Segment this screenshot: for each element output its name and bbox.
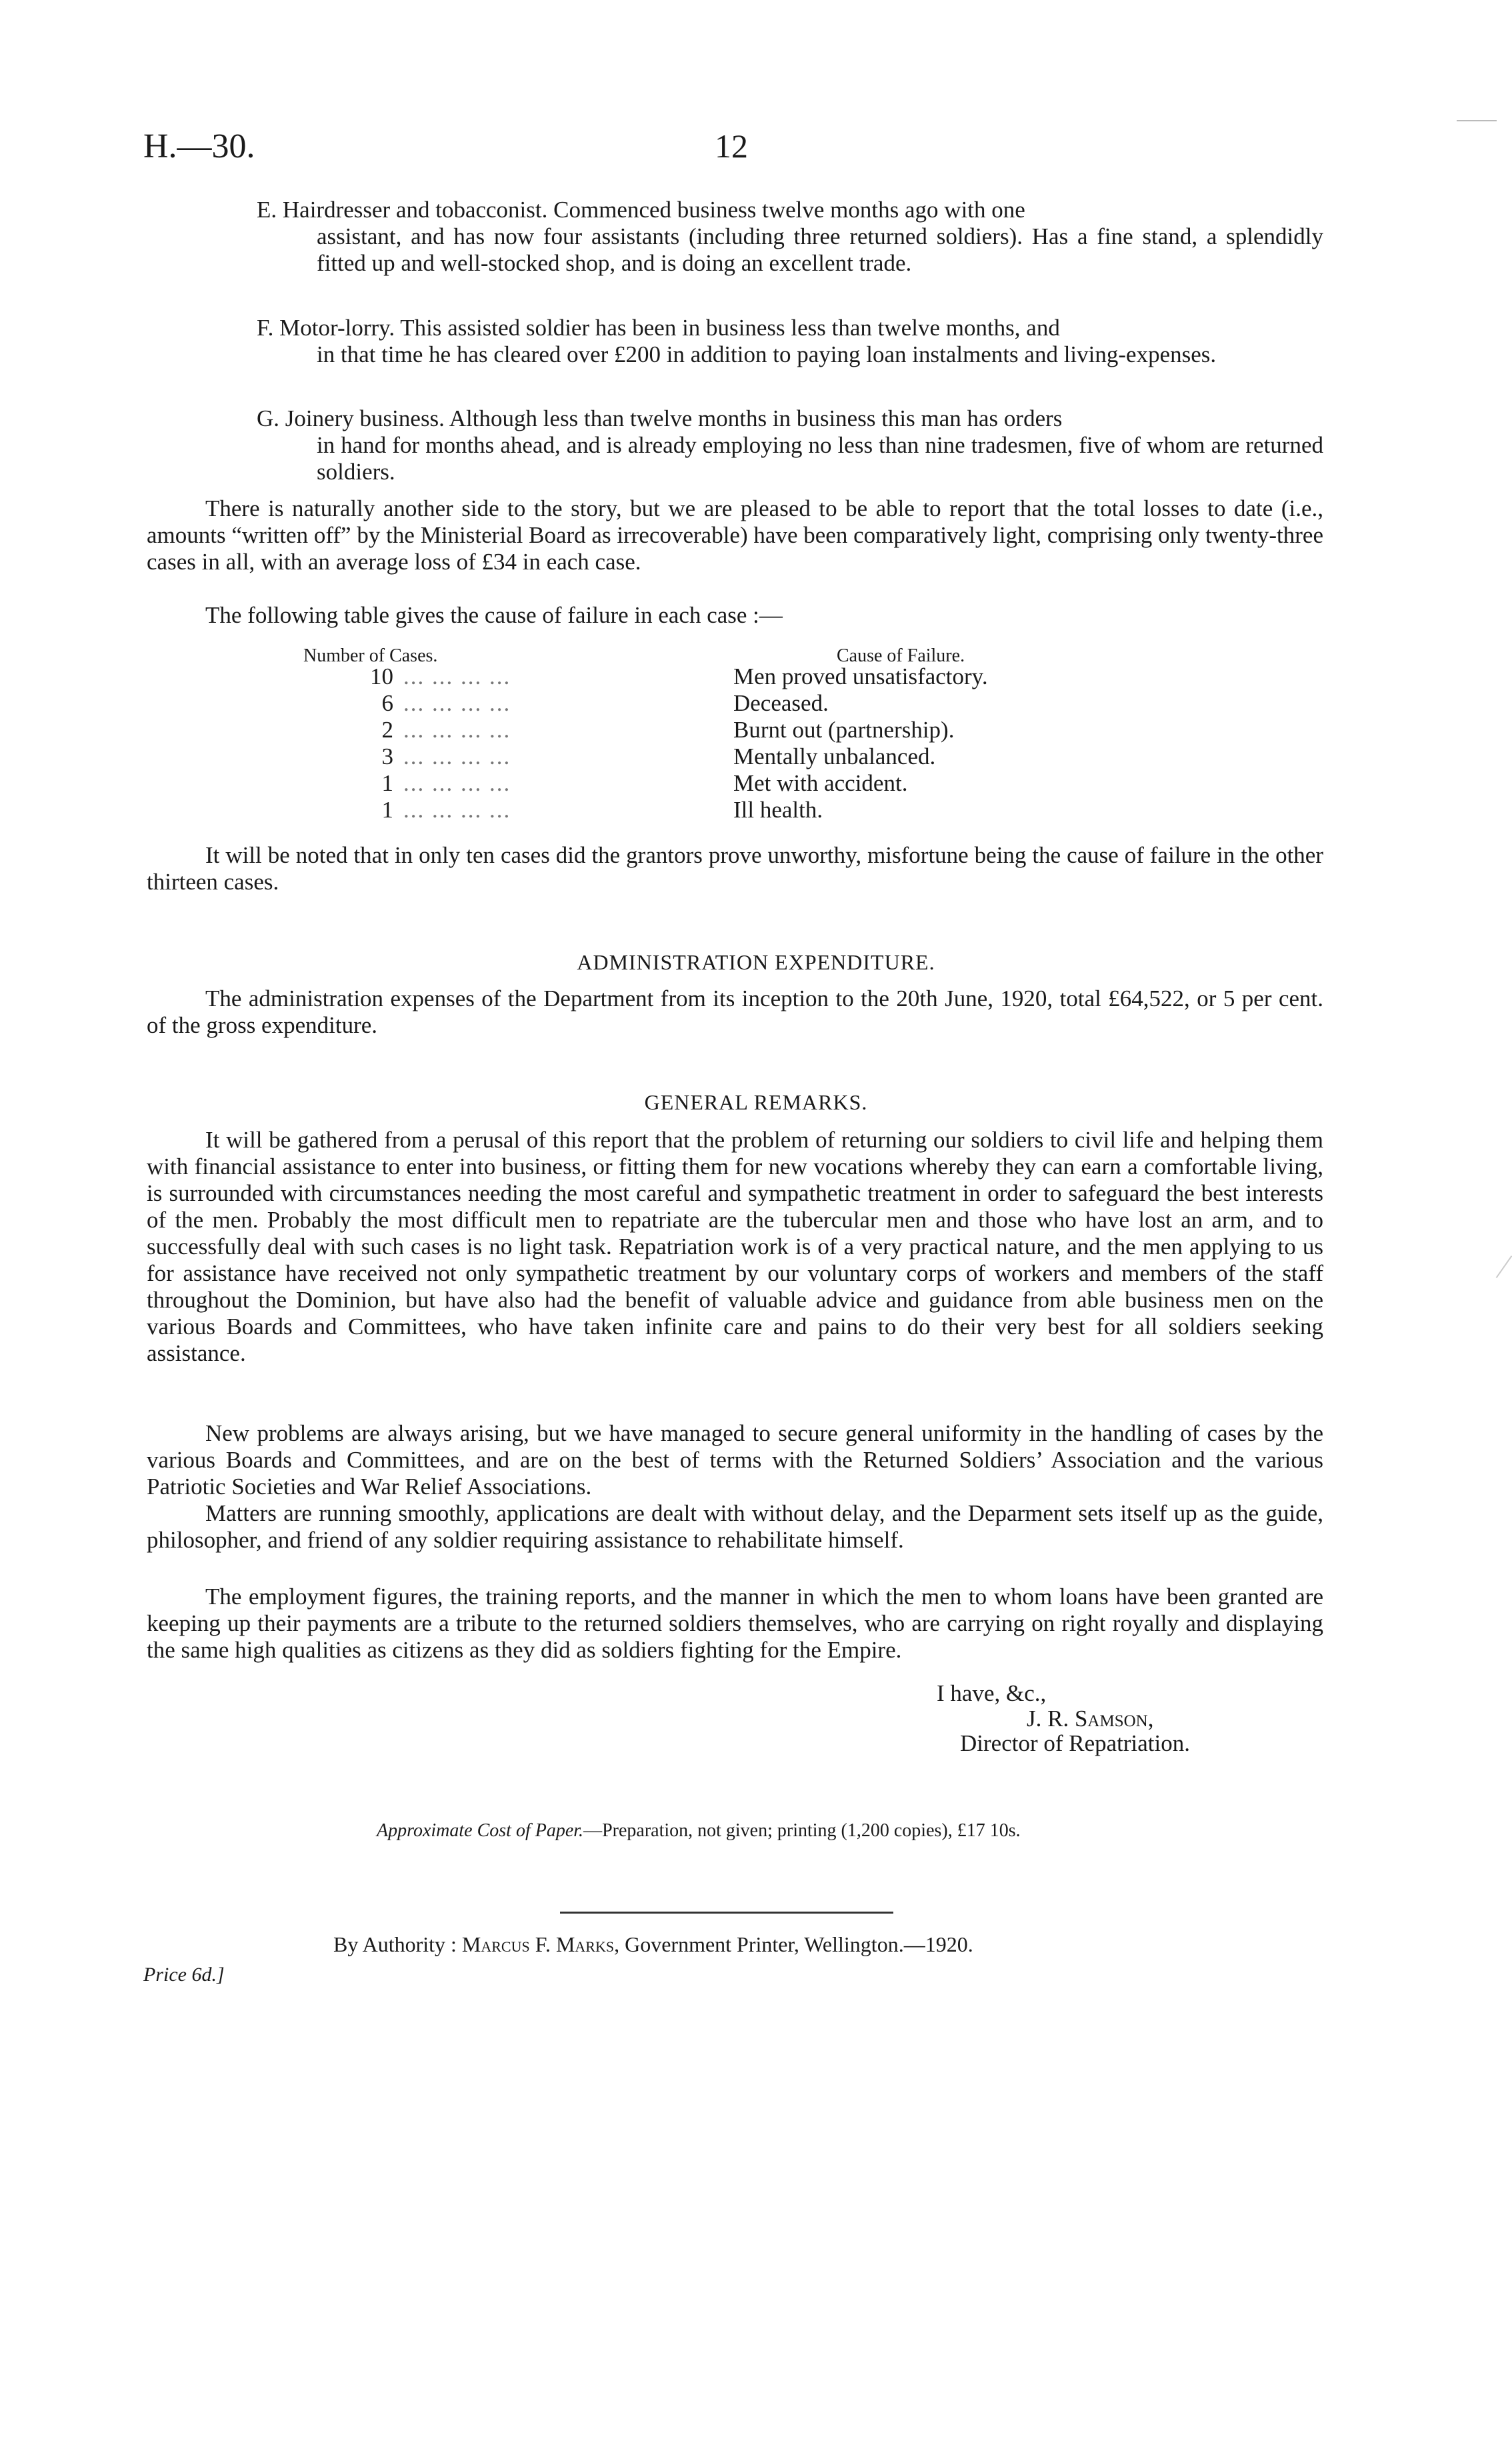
table-row (320, 797, 1120, 823)
imprint-suffix: Government Printer, Wellington.—1920. (625, 1932, 973, 1956)
cost-note (377, 1820, 1021, 1842)
cost-note-text: —Preparation, not given; printing (1,200 copies), £17 10s. (583, 1820, 1021, 1841)
case-count: 1 (381, 770, 393, 796)
failure-cause: Ill health. (733, 797, 823, 823)
item-g-continuation: in hand for months ahead, and is already employing no less than nine tradesmen, five of whom are returned soldiers. (317, 432, 1323, 485)
imprint (333, 1932, 973, 1957)
case-count: 2 (381, 717, 393, 743)
signature-name: J. R. Samson, (1027, 1706, 1154, 1732)
unworthy-paragraph: It will be noted that in only ten cases did the grantors prove unworthy, misfortune being the cause of failure in the other thirteen cases. (147, 842, 1323, 895)
item-g (257, 405, 1323, 485)
dot-leader: ... ... ... ... (403, 663, 511, 689)
scan-mark (1496, 1256, 1512, 1278)
scan-mark (1457, 120, 1497, 121)
failure-cause: Mentally unbalanced. (733, 743, 936, 769)
table-row (320, 663, 1120, 690)
imprint-printer: Marcus F. Marks, (461, 1932, 620, 1956)
dot-leader: ... ... ... ... (403, 797, 511, 823)
case-count: 6 (381, 690, 393, 716)
failure-cause: Met with accident. (733, 770, 908, 796)
case-count: 3 (381, 743, 393, 769)
dot-leader: ... ... ... ... (403, 743, 511, 769)
table-row (320, 743, 1120, 770)
table-intro: The following table gives the cause of failure in each case :— (205, 602, 783, 628)
item-f (257, 315, 1323, 368)
dot-leader: ... ... ... ... (403, 690, 511, 716)
item-f-first-line: F. Motor-lorry. This assisted soldier has been in business less than twelve months, and (257, 315, 1060, 341)
price: Price 6d.] (143, 1964, 225, 1986)
item-e (257, 197, 1323, 277)
losses-paragraph: There is naturally another side to the story, but we are pleased to be able to report that the total losses to date (i.e., amounts “written off” by the Ministerial Board as irrecoverable) have been comparatively light, comprising only twenty-three cases in all, with an average loss of £34 in each case. (147, 495, 1323, 575)
item-f-continuation: in that time he has cleared over £200 in addition to paying loan instalments and living-expenses. (317, 341, 1217, 367)
remarks-paragraph-1: It will be gathered from a perusal of this report that the problem of returning our soldiers to civil life and helping them with financial assistance to enter into business, or fitting them for new vocations whereby they can earn a comfortable living, is surrounded with circumstances needing the most careful and sympathetic treatment in order to safeguard the best interests of the men. Probably the most difficult men to repatriate are the tubercular men and those who have lost an arm, and to successfully deal with such cases is no light task. Repatriation work is of a very practical nature, and the men applying to us for assistance have received not only sympathetic treatment by our voluntary corps of workers and members of the staff throughout the Dominion, but have also had the benefit of valuable advice and guidance from able business men on the various Boards and Committees, who have taken infinite care and pains to do their very best for all soldiers seeking assistance. (147, 1127, 1323, 1366)
admin-paragraph: The administration expenses of the Department from its inception to the 20th June, 1920, total £64,522, or 5 per cent. of the gross expenditure. (147, 985, 1323, 1038)
table-header-number: Number of Cases. (303, 645, 438, 666)
page-number: 12 (715, 127, 748, 165)
case-count: 10 (370, 663, 393, 689)
table-header-cause: Cause of Failure. (837, 645, 965, 666)
failure-cause: Men proved unsatisfactory. (733, 663, 988, 689)
remarks-paragraph-3: Matters are running smoothly, applications are dealt with without delay, and the Deparment sets itself up as the guide, philosopher, and friend of any soldier requiring assistance to rehabilitate himself. (147, 1500, 1323, 1553)
table-row (320, 717, 1120, 743)
failure-cause: Deceased. (733, 690, 829, 716)
case-count: 1 (381, 797, 393, 823)
footer-rule (560, 1912, 893, 1914)
table-row (320, 770, 1120, 797)
item-g-first-line: G. Joinery business. Although less than twelve months in business this man has orders (257, 405, 1063, 431)
remarks-paragraph-2: New problems are always arising, but we have managed to secure general uniformity in the handling of cases by the various Boards and Committees, and are on the best of terms with the Returned Soldiers’ Association and the various Patriotic Societies and War Relief Associations. (147, 1420, 1323, 1500)
remarks-paragraph-4: The employment figures, the training reports, and the manner in which the men to whom loans have been granted are keeping up their payments are a tribute to the returned soldiers themselves, who are carrying on right royally and displaying the same high qualities as citizens as they did as soldiers fighting for the Empire. (147, 1584, 1323, 1663)
general-remarks-heading: GENERAL REMARKS. (644, 1090, 868, 1114)
signature-closing: I have, &c., (937, 1680, 1047, 1706)
item-e-continuation: assistant, and has now four assistants (including three returned soldiers). Has a fine stand, a splendidly fitted up and well-stocked shop, and is doing an excellent trade. (317, 223, 1323, 276)
imprint-prefix: By Authority : (333, 1932, 457, 1956)
document-reference: H.—30. (143, 127, 255, 165)
cost-note-label: Approximate Cost of Paper. (377, 1820, 584, 1841)
failure-table (320, 663, 1120, 837)
signature-title: Director of Repatriation. (960, 1730, 1191, 1756)
dot-leader: ... ... ... ... (403, 717, 511, 743)
dot-leader: ... ... ... ... (403, 770, 511, 796)
failure-cause: Burnt out (partnership). (733, 717, 955, 743)
item-e-first-line: E. Hairdresser and tobacconist. Commenced business twelve months ago with one (257, 197, 1025, 223)
admin-heading: ADMINISTRATION EXPENDITURE. (577, 950, 935, 974)
table-row (320, 690, 1120, 717)
